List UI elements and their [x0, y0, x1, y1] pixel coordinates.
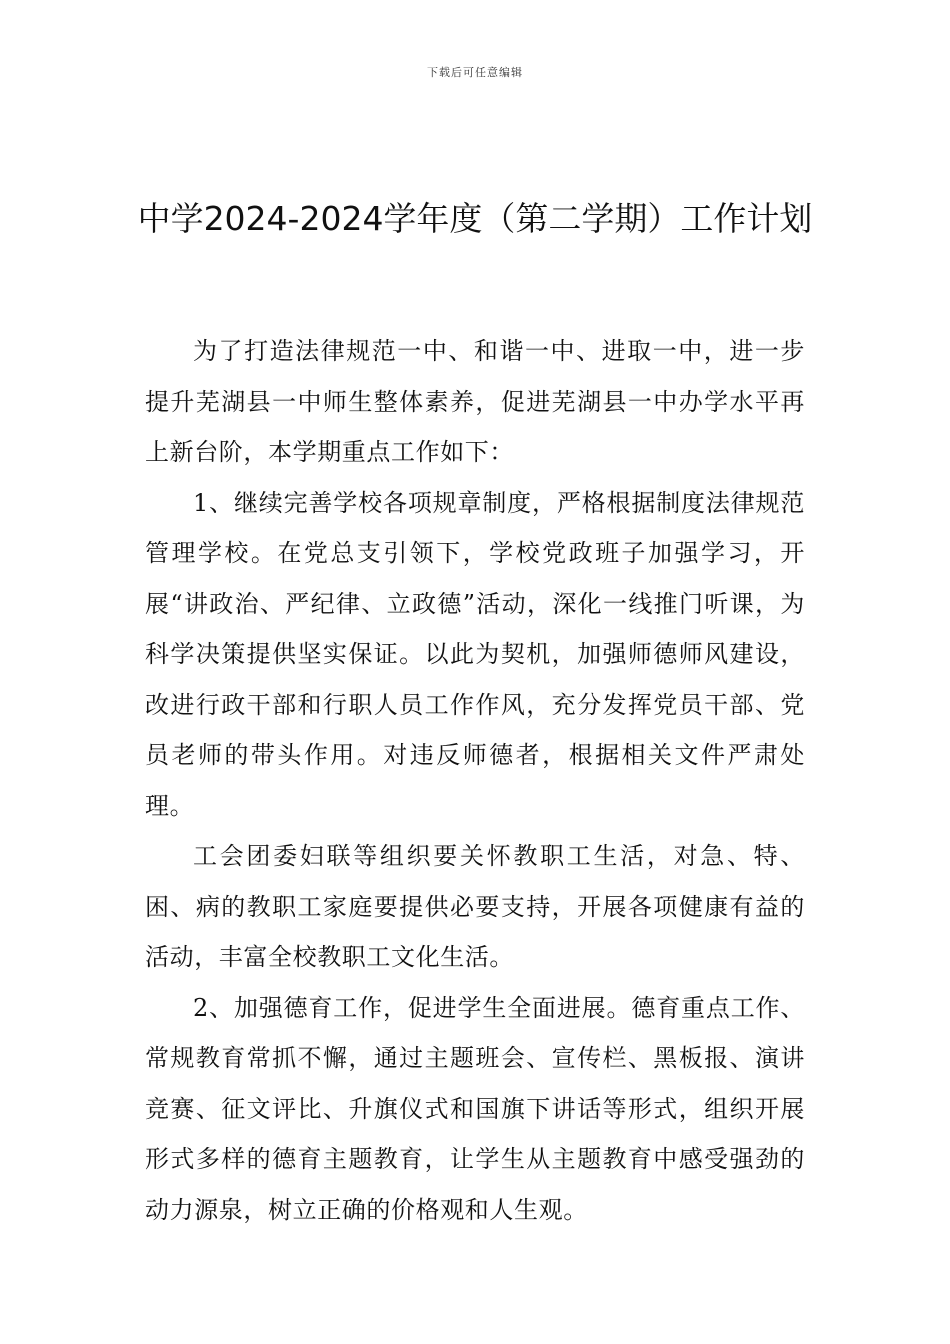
document-body: [145, 326, 805, 1235]
header-note: 下载后可任意编辑: [427, 66, 523, 79]
paragraph-union: 工会团委妇联等组织要关怀教职工生活，对急、特、困、病的教职工家庭要提供必要支持，开展各项健康有益的活动，丰富全校教职工文化生活。: [145, 842, 805, 971]
document-title: 中学2024-2024学年度（第二学期）工作计划: [137, 199, 813, 239]
paragraph-item-2: 2、加强德育工作，促进学生全面进展。德育重点工作、常规教育常抓不懈，通过主题班会、宣传栏、黑板报、演讲竞赛、征文评比、升旗仪式和国旗下讲话等形式，组织开展形式多样的德育主题教育，让学生从主题教育中感受强劲的动力源泉，树立正确的价格观和人生观。: [145, 993, 805, 1224]
paragraph-item-1: 1、继续完善学校各项规章制度，严格根据制度法律规范管理学校。在党总支引领下，学校党政班子加强学习，开展“讲政治、严纪律、立政德”活动，深化一线推门听课，为科学决策提供坚实保证。以此为契机，加强师德师风建设，改进行政干部和行职人员工作作风，充分发挥党员干部、党员老师的带头作用。对违反师德者，根据相关文件严肃处理。: [145, 488, 805, 820]
paragraph-intro: 为了打造法律规范一中、和谐一中、进取一中，进一步提升芜湖县一中师生整体素养，促进芜湖县一中办学水平再上新台阶，本学期重点工作如下：: [145, 337, 805, 466]
